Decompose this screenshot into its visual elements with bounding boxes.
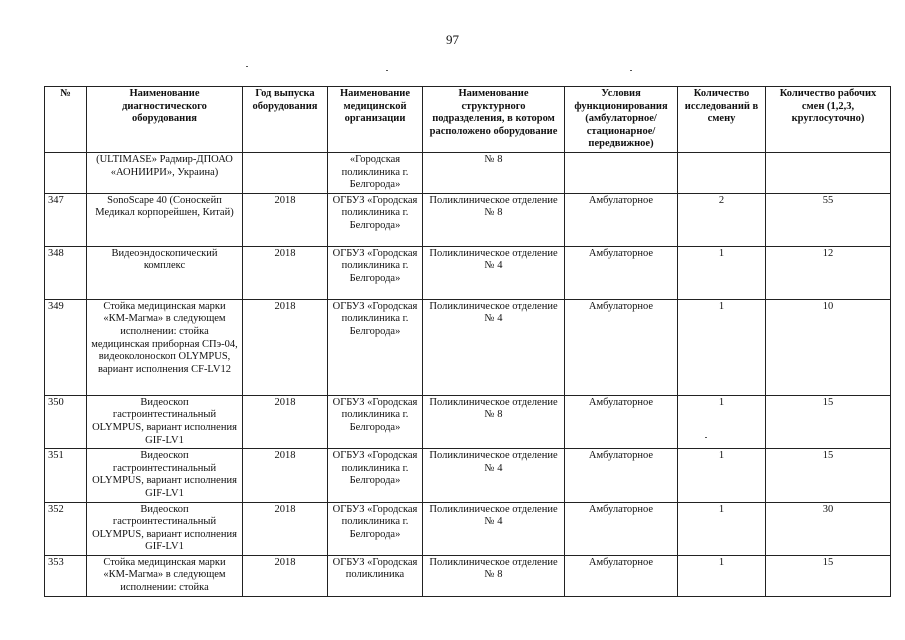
page-number: 97	[446, 32, 459, 47]
equipment-table	[44, 86, 891, 597]
per-shift-cell: 1	[678, 449, 766, 502]
row-number-cell: 347	[45, 193, 87, 246]
equipment-cell: Видеоэндоскопический комплекс	[87, 246, 243, 299]
year-cell: 2018	[243, 246, 328, 299]
table-row	[45, 449, 891, 502]
header-cell: Наименование медицинской организации	[328, 87, 423, 153]
year-cell: 2018	[243, 299, 328, 395]
scan-speck	[705, 437, 707, 438]
equipment-cell: SonoScape 40 (Соноскейп Медикал корпорейшен, Китай)	[87, 193, 243, 246]
organization-cell: ОГБУЗ «Городская поликлиника г. Белгорода»	[328, 246, 423, 299]
table-row	[45, 193, 891, 246]
table-row	[45, 152, 891, 193]
conditions-cell: Амбулаторное	[565, 449, 678, 502]
per-shift-cell: 1	[678, 395, 766, 448]
row-number-cell: 352	[45, 502, 87, 555]
equipment-cell: Видеоскоп гастроинтестинальный OLYMPUS, вариант исполнения GIF-LV1	[87, 395, 243, 448]
row-number-cell: 351	[45, 449, 87, 502]
shifts-cell: 10	[766, 299, 891, 395]
conditions-cell: Амбулаторное	[565, 299, 678, 395]
header-cell: Наименование диагностического оборудования	[87, 87, 243, 153]
header-cell: Условия функционирования (амбулаторное/ стационарное/ передвижное)	[565, 87, 678, 153]
row-number-cell	[45, 152, 87, 193]
shifts-cell: 15	[766, 449, 891, 502]
row-number-cell: 350	[45, 395, 87, 448]
table-row	[45, 555, 891, 596]
per-shift-cell: 2	[678, 193, 766, 246]
year-cell	[243, 152, 328, 193]
unit-cell: Поликлиническое отделение № 4	[423, 449, 565, 502]
per-shift-cell: 1	[678, 246, 766, 299]
shifts-cell	[766, 152, 891, 193]
table-row	[45, 299, 891, 395]
per-shift-cell	[678, 152, 766, 193]
header-cell: №	[45, 87, 87, 153]
scan-speck	[246, 66, 248, 67]
equipment-cell: Стойка медицинская марки «КМ-Магма» в следующем исполнении: стойка медицинская приборная СПэ-04, видеоколоноскоп OLYMPUS, вариант исполнения CF-LV12	[87, 299, 243, 395]
organization-cell: ОГБУЗ «Городская поликлиника	[328, 555, 423, 596]
unit-cell: Поликлиническое отделение № 8	[423, 555, 565, 596]
unit-cell: Поликлиническое отделение № 4	[423, 246, 565, 299]
equipment-cell: Видеоскоп гастроинтестинальный OLYMPUS, вариант исполнения GIF-LV1	[87, 449, 243, 502]
shifts-cell: 15	[766, 555, 891, 596]
year-cell: 2018	[243, 502, 328, 555]
shifts-cell: 30	[766, 502, 891, 555]
per-shift-cell: 1	[678, 299, 766, 395]
conditions-cell: Амбулаторное	[565, 193, 678, 246]
per-shift-cell: 1	[678, 555, 766, 596]
conditions-cell	[565, 152, 678, 193]
organization-cell: ОГБУЗ «Городская поликлиника г. Белгорода»	[328, 193, 423, 246]
conditions-cell: Амбулаторное	[565, 555, 678, 596]
organization-cell: ОГБУЗ «Городская поликлиника г. Белгорода»	[328, 395, 423, 448]
shifts-cell: 15	[766, 395, 891, 448]
conditions-cell: Амбулаторное	[565, 395, 678, 448]
scan-speck	[386, 70, 388, 71]
header-cell: Количество рабочих смен (1,2,3, круглосуточно)	[766, 87, 891, 153]
header-cell: Количество исследований в смену	[678, 87, 766, 153]
organization-cell: «Городская поликлиника г. Белгорода»	[328, 152, 423, 193]
table-row	[45, 502, 891, 555]
table-row	[45, 395, 891, 448]
shifts-cell: 55	[766, 193, 891, 246]
scan-speck	[630, 70, 632, 71]
equipment-cell: Стойка медицинская марки «КМ-Магма» в следующем исполнении: стойка	[87, 555, 243, 596]
organization-cell: ОГБУЗ «Городская поликлиника г. Белгорода»	[328, 449, 423, 502]
unit-cell: Поликлиническое отделение № 8	[423, 193, 565, 246]
row-number-cell: 349	[45, 299, 87, 395]
conditions-cell: Амбулаторное	[565, 502, 678, 555]
header-row	[45, 87, 891, 153]
year-cell: 2018	[243, 193, 328, 246]
header-cell: Год выпуска оборудования	[243, 87, 328, 153]
unit-cell: Поликлиническое отделение № 4	[423, 502, 565, 555]
organization-cell: ОГБУЗ «Городская поликлиника г. Белгорода»	[328, 299, 423, 395]
per-shift-cell: 1	[678, 502, 766, 555]
shifts-cell: 12	[766, 246, 891, 299]
equipment-cell: (ULTIMASE» Радмир-ДПОАО «АОНИИРИ», Украина)	[87, 152, 243, 193]
row-number-cell: 348	[45, 246, 87, 299]
unit-cell: № 8	[423, 152, 565, 193]
table-row	[45, 246, 891, 299]
header-cell: Наименование структурного подразделения, в котором расположено оборудование	[423, 87, 565, 153]
year-cell: 2018	[243, 555, 328, 596]
organization-cell: ОГБУЗ «Городская поликлиника г. Белгорода»	[328, 502, 423, 555]
unit-cell: Поликлиническое отделение № 4	[423, 299, 565, 395]
row-number-cell: 353	[45, 555, 87, 596]
equipment-cell: Видеоскоп гастроинтестинальный OLYMPUS, вариант исполнения GIF-LV1	[87, 502, 243, 555]
year-cell: 2018	[243, 449, 328, 502]
conditions-cell: Амбулаторное	[565, 246, 678, 299]
year-cell: 2018	[243, 395, 328, 448]
unit-cell: Поликлиническое отделение № 8	[423, 395, 565, 448]
